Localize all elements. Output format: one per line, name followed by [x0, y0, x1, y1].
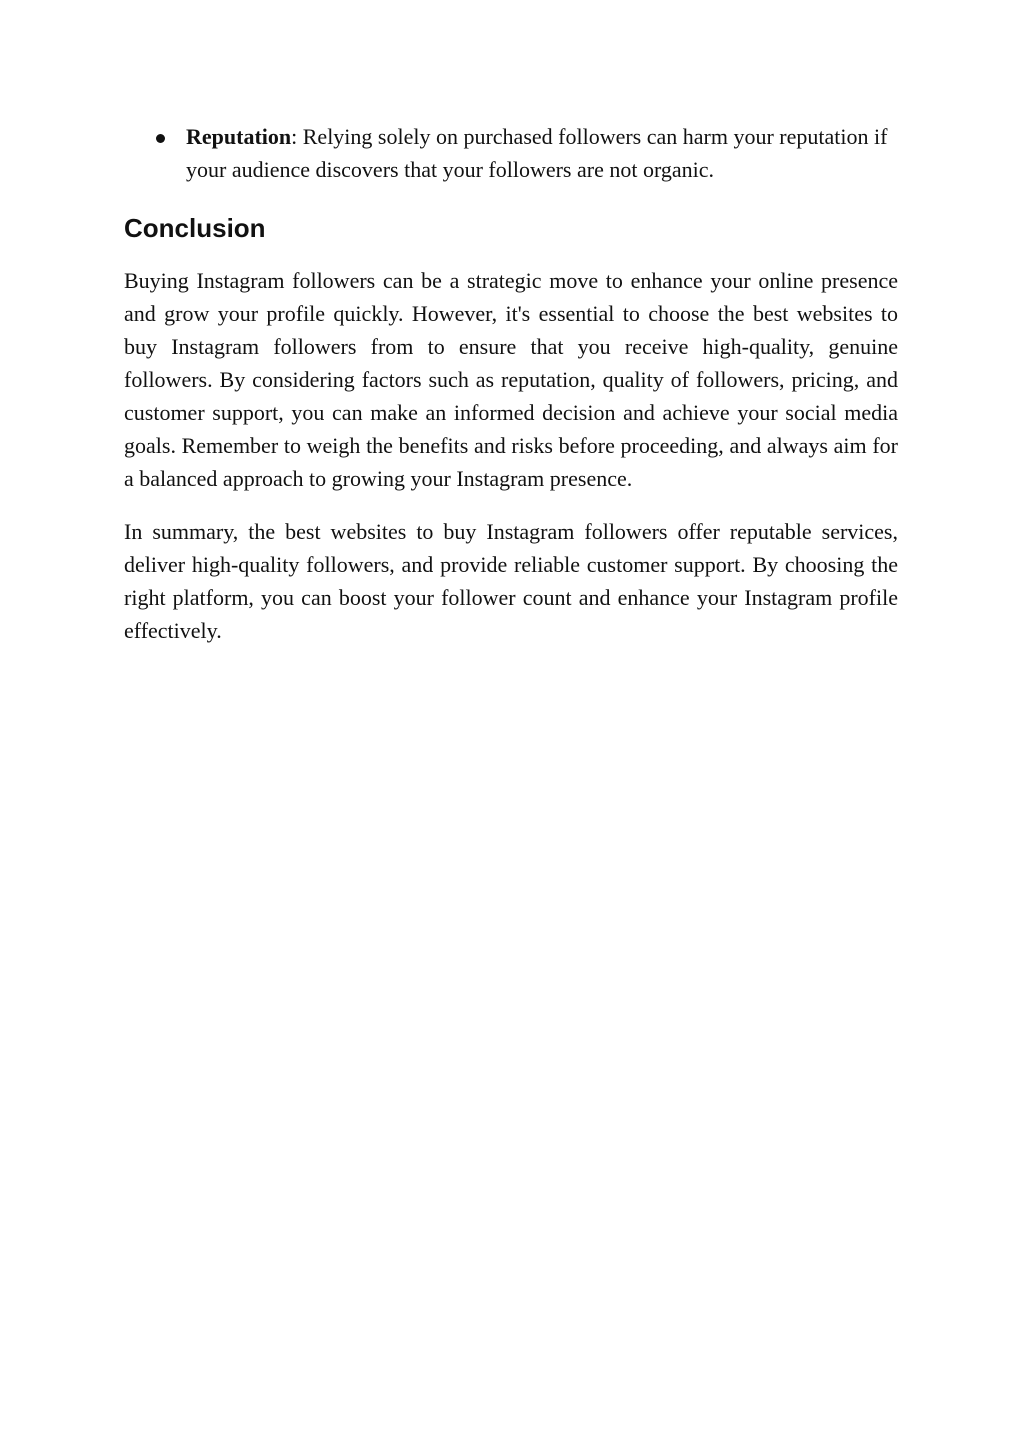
list-item — [124, 120, 898, 186]
bullet-separator: : — [291, 124, 298, 149]
document-page — [124, 120, 898, 647]
paragraph-conclusion: Buying Instagram followers can be a strategic move to enhance your online presence and grow your profile quickly. However, it's essential to choose the best websites to buy Instagram followers from to ensure that you receive high-quality, genuine followers. By considering factors such as reputation, quality of followers, pricing, and customer support, you can make an informed decision and achieve your social media goals. Remember to weigh the benefits and risks before proceeding, and always aim for a balanced approach to growing your Instagram presence. — [124, 268, 898, 491]
bullet-list — [124, 120, 898, 186]
bullet-term: Reputation — [186, 124, 292, 149]
paragraph-summary: In summary, the best websites to buy Instagram followers offer reputable services, deliver high-quality followers, and provide reliable customer support. By choosing the right platform, you can boost your follower count and enhance your Instagram profile effectively. — [124, 519, 898, 643]
section-heading: Conclusion — [124, 213, 266, 243]
bullet-dot-icon — [156, 134, 165, 143]
bullet-text: Relying solely on purchased followers can harm your reputation if your audience discovers that your followers are not organic. — [186, 124, 888, 182]
